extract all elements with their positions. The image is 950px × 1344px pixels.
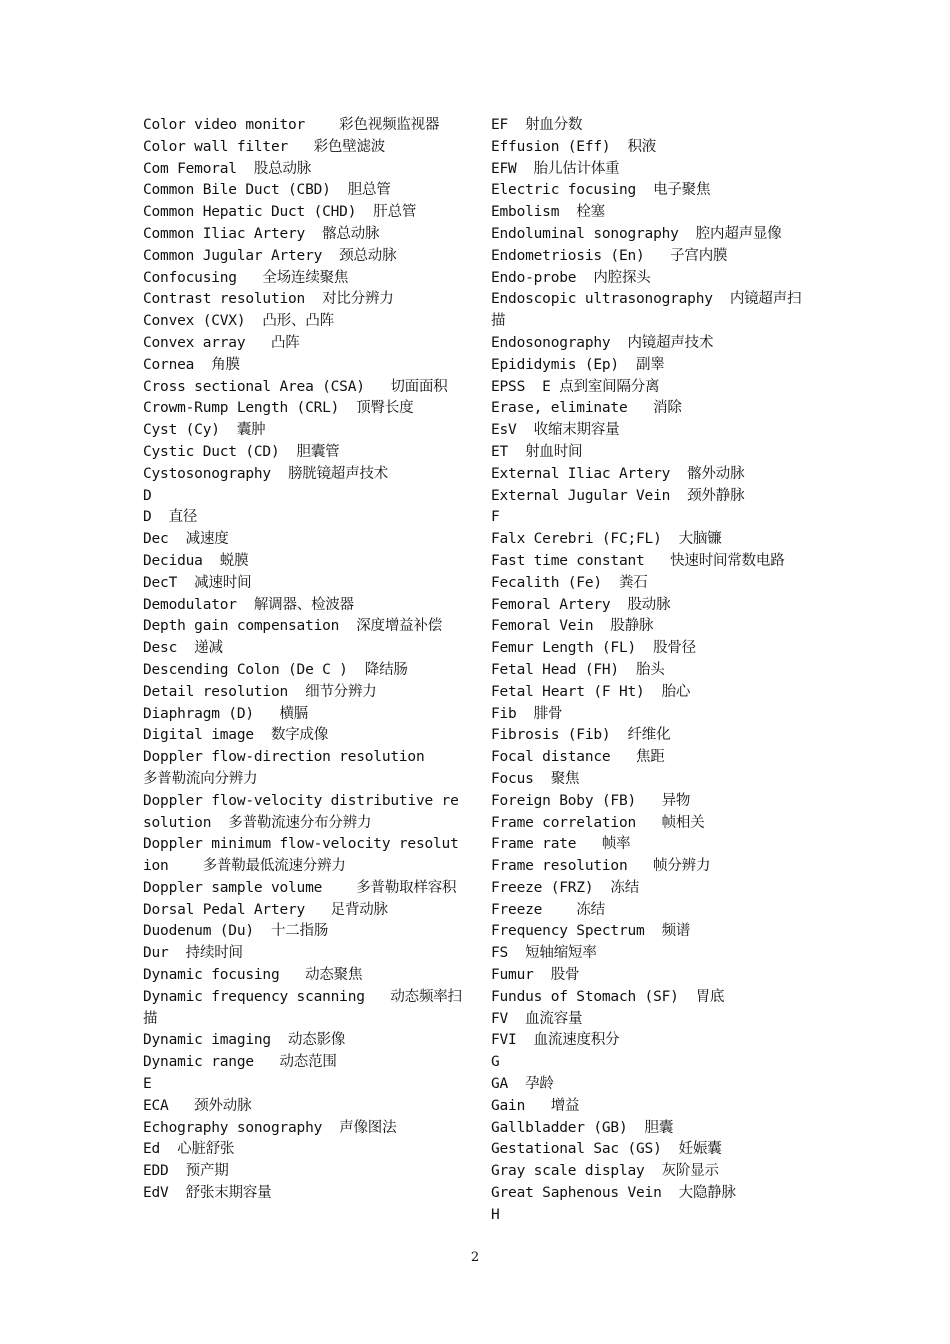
glossary-entry: Cyst (Cy) 囊肿 [143,422,266,439]
glossary-entry: FVI 血流速度积分 [491,1032,620,1049]
glossary-entry: Ed 心脏舒张 [143,1141,235,1158]
glossary-entry: Fetal Heart (F Ht) 胎心 [491,683,691,700]
glossary-entry: Femur Length (FL) 股骨径 [491,640,696,657]
glossary-entry: External Iliac Artery 髂外动脉 [491,465,745,482]
glossary-entry: G [491,1054,500,1071]
glossary-entry: Gray scale display 灰阶显示 [491,1163,719,1180]
glossary-entry: Doppler flow-direction resolution 多普勒流向分辨力 [143,749,451,787]
glossary-entry: Desc 递减 [143,640,223,657]
glossary-entry: Embolism 栓塞 [491,204,605,221]
glossary-entry: Decidua 蜕膜 [143,552,249,569]
glossary-entry: Falx Cerebri (FC;FL) 大脑镰 [491,531,722,548]
glossary-entry: Echography sonography 声像图法 [143,1119,397,1136]
glossary-entry: Doppler sample volume 多普勒取样容积 [143,879,457,896]
glossary-entry: Endometriosis (En) 子宫内膜 [491,247,728,264]
glossary-entry: Dec 减速度 [143,531,229,548]
glossary-entry: Fibrosis (Fib) 纤维化 [491,727,671,744]
glossary-entry: Endo-probe 内腔探头 [491,269,651,286]
glossary-entry: EFW 胎儿估计体重 [491,160,620,177]
glossary-entry: Contrast resolution 对比分辨力 [143,291,394,308]
glossary-entry: Endoscopic ultrasonography 内镜超声扫描 [491,291,802,330]
glossary-entry: Femoral Artery 股动脉 [491,596,671,613]
glossary-entry: Dorsal Pedal Artery 足背动脉 [143,901,388,918]
glossary-entry: H [491,1206,500,1223]
glossary-entry: Demodulator 解调器、检波器 [143,596,354,613]
glossary-entry: Color wall filter 彩色壁滤波 [143,138,386,155]
glossary-entry: Duodenum (Du) 十二指肠 [143,923,329,940]
glossary-entry: Convex array 凸阵 [143,334,300,351]
glossary-entry: Fetal Head (FH) 胎头 [491,661,665,678]
glossary-entry: D [143,487,152,504]
glossary-entry: Femoral Vein 股静脉 [491,618,654,635]
glossary-entry: Diaphragm (D) 横膈 [143,705,309,722]
glossary-entry: Digital image 数字成像 [143,727,329,744]
glossary-entry: Cross sectional Area (CSA) 切面面积 [143,378,448,395]
glossary-entry: External Jugular Vein 颈外静脉 [491,487,745,504]
glossary-entry: Common Bile Duct (CBD) 胆总管 [143,182,391,199]
glossary-entry: Erase, eliminate 消除 [491,400,682,417]
glossary-entry: Depth gain compensation 深度增益补偿 [143,618,443,635]
glossary-entry: Common Jugular Artery 颈总动脉 [143,247,397,264]
glossary-entry: Common Iliac Artery 髂总动脉 [143,225,380,242]
glossary-entry: ECA 颈外动脉 [143,1097,252,1114]
glossary-entry: Dynamic range 动态范围 [143,1054,337,1071]
glossary-entry: EF 射血分数 [491,117,583,133]
glossary-entry: EdV 舒张末期容量 [143,1185,272,1202]
glossary-entry: Endoluminal sonography 腔内超声显像 [491,225,782,242]
glossary-entry: Dynamic imaging 动态影像 [143,1032,346,1049]
glossary-entry: Epididymis (Ep) 副睾 [491,356,665,373]
glossary-entry: Descending Colon (De C ) 降结肠 [143,661,408,678]
glossary-entry: Focal distance 焦距 [491,749,665,766]
glossary-entry: Confocusing 全场连续聚焦 [143,269,349,286]
glossary-entry: E [143,1076,152,1093]
glossary-entry: Com Femoral 股总动脉 [143,160,312,177]
glossary-entry: Dynamic frequency scanning 动态频率扫描 [143,988,462,1027]
glossary-entry: Frame resolution 帧分辨力 [491,858,711,875]
glossary-entry: Effusion (Eff) 积液 [491,138,657,155]
glossary-entry: EDD 预产期 [143,1163,229,1180]
glossary-entry: Gestational Sac (GS) 妊娠囊 [491,1141,722,1158]
glossary-entry: Cornea 角膜 [143,356,240,373]
glossary-entry: Doppler flow-velocity distributive resolution 多普勒流速分布分辨力 [143,792,459,831]
page-number: 2 [470,1250,480,1265]
glossary-entry: Crowm-Rump Length (CRL) 顶臀长度 [143,400,414,417]
glossary-entry: Detail resolution 细节分辨力 [143,683,377,700]
glossary-entry: Fecalith (Fe) 粪石 [491,574,648,591]
glossary-entry: Dynamic focusing 动态聚焦 [143,967,363,984]
glossary-entry: EPSS E 点到室间隔分离 [491,378,660,395]
glossary-entry: GA 孕龄 [491,1076,554,1093]
glossary-entry: Convex (CVX) 凸形、凸阵 [143,313,334,330]
glossary-entry: F [491,509,500,526]
glossary-entry: Focus 聚焦 [491,770,580,787]
glossary-entry: FV 血流容量 [491,1010,583,1027]
glossary-entry: Fundus of Stomach (SF) 胃底 [491,988,725,1005]
glossary-entry: Frame correlation 帧相关 [491,814,705,831]
glossary-entry: Foreign Boby (FB) 异物 [491,792,691,809]
glossary-entry: Endosonography 内镜超声技术 [491,334,714,351]
glossary-entry: Color video monitor 彩色视频监视器 [143,117,440,133]
glossary-entry: Cystosonography 膀胱镜超声技术 [143,465,389,482]
glossary-entry: Frequency Spectrum 频谱 [491,923,691,940]
glossary-entry: EsV 收缩末期容量 [491,422,620,439]
glossary-entry: ET 射血时间 [491,443,583,460]
glossary-entry: Cystic Duct (CD) 胆囊管 [143,443,340,460]
glossary-entry: Freeze (FRZ) 冻结 [491,879,640,896]
glossary-entry: Great Saphenous Vein 大隐静脉 [491,1185,736,1202]
glossary-entry: Dur 持续时间 [143,945,243,962]
glossary-entry: Frame rate 帧率 [491,836,631,853]
glossary-entry: Gain 增益 [491,1097,580,1114]
left-column [143,115,463,1205]
glossary-entry: Gallbladder (GB) 胆囊 [491,1119,674,1136]
glossary-entry: DecT 减速时间 [143,574,252,591]
right-column [491,115,809,1227]
glossary-entry: Electric focusing 电子聚焦 [491,182,711,199]
glossary-entry: Doppler minimum flow-velocity resolution 多普勒最低流速分辨力 [143,836,459,875]
glossary-entry: Fumur 股骨 [491,967,580,984]
glossary-entry: FS 短轴缩短率 [491,945,597,962]
glossary-entry: Common Hepatic Duct (CHD) 肝总管 [143,204,417,221]
glossary-entry: Fib 腓骨 [491,705,563,722]
glossary-entry: Fast time constant 快速时间常数电路 [491,552,785,569]
glossary-entry: Freeze 冻结 [491,901,605,918]
glossary-entry: D 直径 [143,509,198,526]
